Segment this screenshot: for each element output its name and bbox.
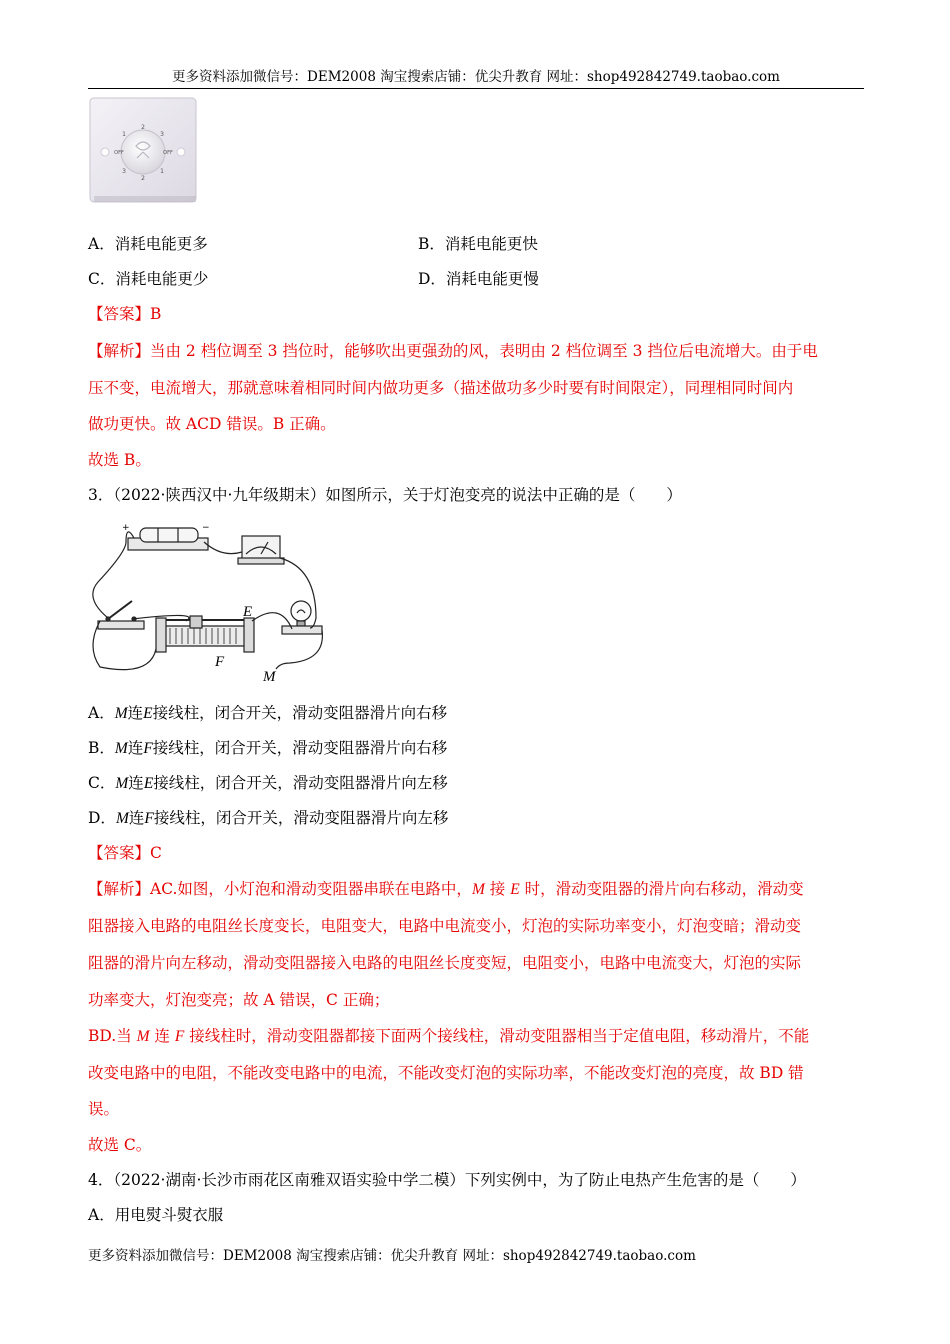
analysis-line: 误。 [88, 1100, 120, 1118]
analysis-line: 【解析】当由 2 档位调至 3 挡位时，能够吹出更强劲的风，表明由 2 档位调至 3 挡位后电流增大。由于电 [88, 342, 818, 360]
q4-option-a: A．用电熨斗熨衣服 [88, 1206, 224, 1224]
terminal-e-label: E [243, 604, 253, 620]
question-4-stem: 4．（2022·湖南·长沙市雨花区南雅双语实验中学二模）下列实例中，为了防止电热产生危害的是（ ） [88, 1171, 806, 1189]
dial-label: 3 [160, 131, 164, 138]
analysis-line: 阻器的滑片向左移动，滑动变阻器接入电路的电阻丝长度变短，电阻变小，电路中电流变大，灯泡的实际 [88, 954, 802, 972]
dial-label: 2 [141, 124, 145, 131]
wire-m-label: M [263, 669, 276, 685]
option-b: B．消耗电能更快 [418, 235, 538, 253]
dial-label: 3 [122, 168, 126, 175]
analysis-line: 【解析】AC.如图，小灯泡和滑动变阻器串联在电路中，M 接 E 时，滑动变阻器的滑片向右移动，滑动变 [88, 880, 804, 898]
fan-switch-figure [88, 96, 200, 206]
page-footer: 更多资料添加微信号：DEM2008 淘宝搜索店铺：优尖升教育 网址：shop492842749.taobao.com [88, 1248, 696, 1264]
dial-label: OFF [114, 150, 124, 156]
q3-option-b: B．M连F接线柱，闭合开关，滑动变阻器滑片向右移 [88, 739, 448, 757]
q3-option-c: C．M连E接线柱，闭合开关，滑动变阻器滑片向左移 [88, 774, 448, 792]
option-d: D．消耗电能更慢 [418, 270, 539, 288]
analysis-line: 压不变，电流增大，那就意味着相同时间内做功更多（描述做功多少时要有时间限定），同理相同时间内 [88, 379, 794, 397]
page-header: 更多资料添加微信号：DEM2008 淘宝搜索店铺：优尖升教育 网址：shop492842749.taobao.com [88, 66, 864, 89]
option-c: C．消耗电能更少 [88, 270, 209, 288]
dial-label: OFF [163, 150, 173, 156]
conclusion-q3: 故选 C。 [88, 1136, 152, 1154]
dial-label: 2 [141, 175, 145, 182]
dial-label: 1 [122, 131, 126, 138]
q3-option-a: A．M连E接线柱，闭合开关，滑动变阻器滑片向右移 [88, 704, 448, 722]
conclusion-q2: 故选 B。 [88, 451, 151, 469]
q3-option-d: D．M连F接线柱，闭合开关，滑动变阻器滑片向左移 [88, 809, 449, 827]
answer-q3: 【答案】C [88, 844, 162, 862]
analysis-line: 阻器接入电路的电阻丝长度变长，电阻变大，电路中电流变小，灯泡的实际功率变小，灯泡变暗；滑动变 [88, 917, 802, 935]
battery-plus-label: + [122, 523, 130, 533]
battery-minus-label: − [202, 523, 210, 533]
analysis-line: 做功更快。故 ACD 错误。B 正确。 [88, 415, 336, 433]
option-a: A．消耗电能更多 [88, 235, 208, 253]
question-3-stem: 3．（2022·陕西汉中·九年级期末）如图所示，关于灯泡变亮的说法中正确的是（ ） [88, 486, 682, 504]
dial-label: 1 [160, 168, 164, 175]
circuit-figure [92, 518, 342, 686]
analysis-line: BD.当 M 连 F 接线柱时，滑动变阻器都接下面两个接线柱，滑动变阻器相当于定值电阻，移动滑片，不能 [88, 1027, 810, 1045]
analysis-line: 改变电路中的电阻，不能改变电路中的电流，不能改变灯泡的实际功率，不能改变灯泡的亮度，故 BD 错 [88, 1064, 804, 1082]
analysis-line: 功率变大，灯泡变亮；故 A 错误，C 正确； [88, 991, 390, 1009]
answer-q2: 【答案】B [88, 305, 162, 323]
terminal-f-label: F [215, 654, 225, 670]
